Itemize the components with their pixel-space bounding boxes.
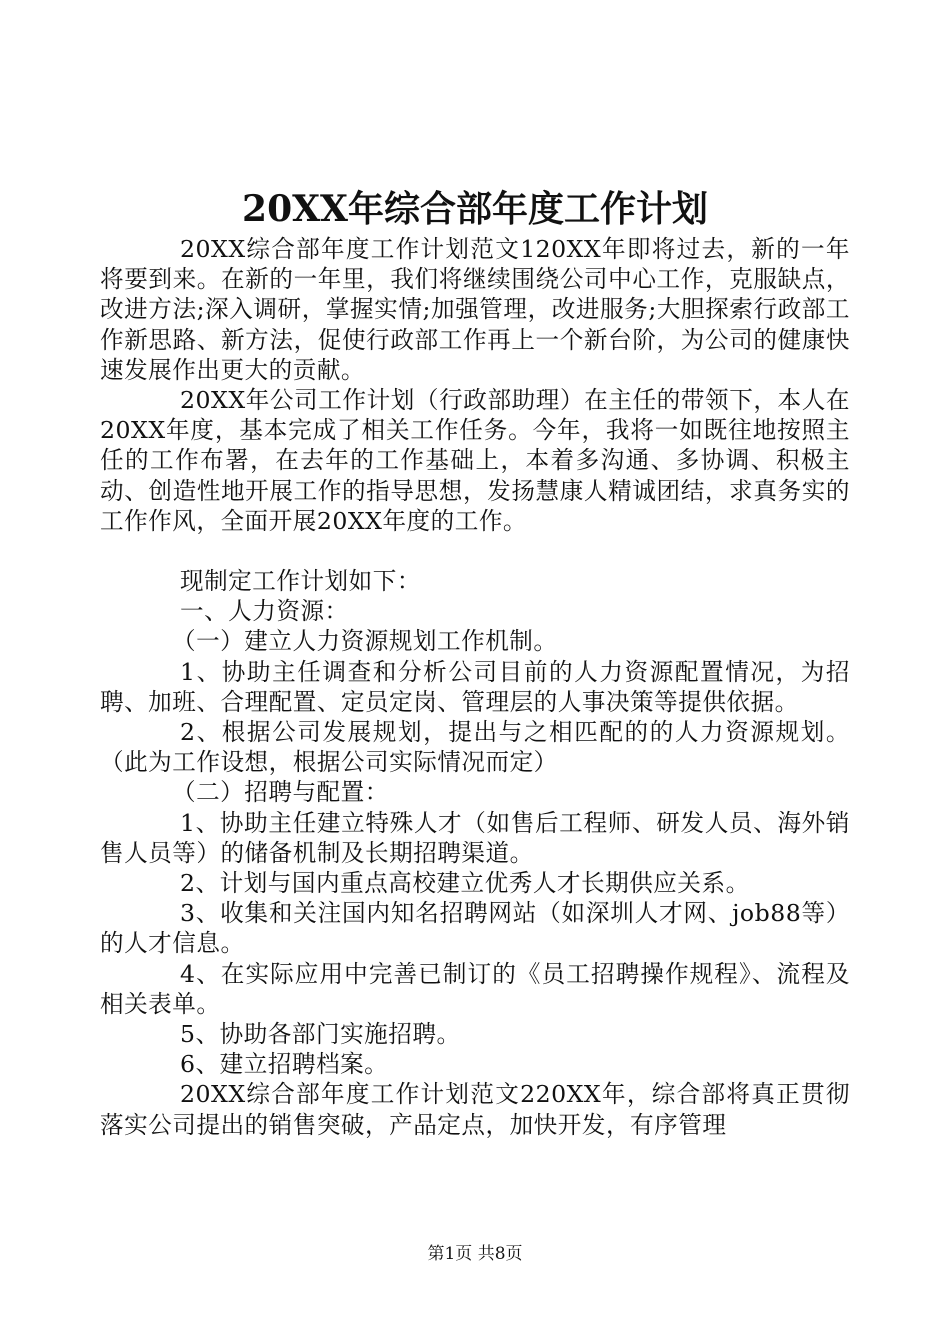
document-title: 20XX年综合部年度工作计划 — [242, 188, 708, 230]
list-item: 4、在实际应用中完善已制订的《员工招聘操作规程》、流程及相关表单。 — [100, 959, 850, 1018]
paragraph-intro: 20XX综合部年度工作计划范文120XX年即将过去，新的一年将要到来。在新的一年里，我们将继续围绕公司中心工作，克服缺点，改进方法;深入调研，掌握实情;加强管理，改进服务;大胆探索行政部工作新思路、新方法，促使行政部工作再上一个新台阶，为公司的健康快速发展作出更大的贡献。 — [100, 235, 850, 384]
list-item: 2、计划与国内重点高校建立优秀人才长期供应关系。 — [180, 869, 750, 898]
subsection-heading-recruiting: （二）招聘与配置： — [172, 778, 389, 807]
paragraph-gap — [100, 536, 850, 566]
list-item: 1、协助主任调查和分析公司目前的人力资源配置情况，为招聘、加班、合理配置、定员定岗、管理层的人事决策等提供依据。 — [100, 657, 850, 716]
list-item: 1、协助主任建立特殊人才（如售后工程师、研发人员、海外销售人员等）的储备机制及长期招聘渠道。 — [100, 808, 850, 867]
section-heading-hr: 一、人力资源： — [180, 597, 349, 626]
subsection-heading-planning: （一）建立人力资源规划工作机制。 — [172, 627, 558, 656]
list-item: 3、收集和关注国内知名招聘网站（如深圳人才网、job88等）的人才信息。 — [100, 899, 850, 958]
paragraph-plan-lead: 现制定工作计划如下： — [180, 567, 421, 596]
paragraph-plan-overview: 20XX年公司工作计划（行政部助理）在主任的带领下，本人在20XX年度，基本完成了相关工作任务。今年，我将一如既往地按照主任的工作布署，在去年的工作基础上，本着多沟通、多协调、积极主动、创造性地开展工作的指导思想，发扬慧康人精诚团结，求真务实的工作作风，全面开展20XX年度的工作。 — [100, 386, 850, 535]
document-body — [100, 234, 850, 1140]
list-item: 2、根据公司发展规划，提出与之相匹配的的人力资源规划。（此为工作设想，根据公司实际情况而定） — [100, 718, 850, 777]
page-number: 第1页 共8页 — [427, 1244, 523, 1264]
list-item: 6、建立招聘档案。 — [180, 1050, 389, 1079]
paragraph-plan-2: 20XX综合部年度工作计划范文220XX年，综合部将真正贯彻落实公司提出的销售突破，产品定点，加快开发，有序管理 — [100, 1080, 850, 1139]
list-item: 5、协助各部门实施招聘。 — [180, 1020, 461, 1049]
